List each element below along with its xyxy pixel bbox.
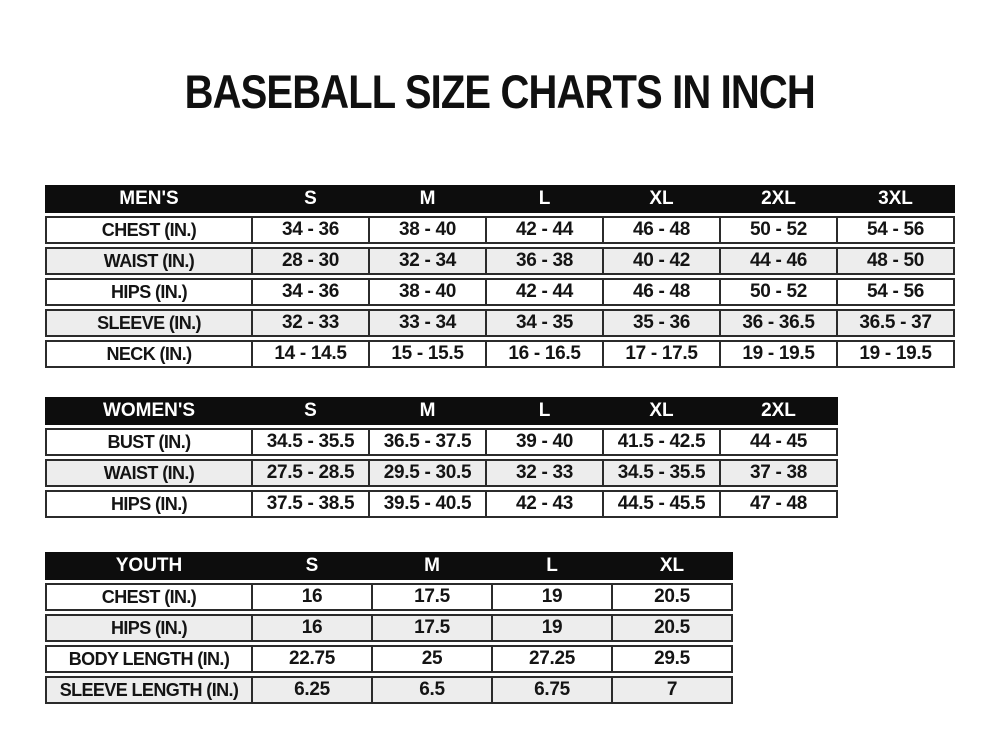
size-value: 15 - 15.5: [370, 340, 487, 368]
size-header-cell: M: [373, 552, 493, 580]
table-row: [45, 645, 733, 673]
row-label: SLEEVE (IN.): [45, 309, 253, 337]
size-value: 42 - 44: [487, 216, 604, 244]
size-value: 41.5 - 42.5: [604, 428, 721, 456]
size-value: 16 - 16.5: [487, 340, 604, 368]
size-value: 19 - 19.5: [721, 340, 838, 368]
size-value: 37.5 - 38.5: [253, 490, 370, 518]
size-header-cell: S: [253, 552, 373, 580]
size-header-cell: M: [370, 397, 487, 425]
size-value: 40 - 42: [604, 247, 721, 275]
size-value: 32 - 34: [370, 247, 487, 275]
group-header-cell: WOMEN'S: [45, 397, 253, 425]
row-label: NECK (IN.): [45, 340, 253, 368]
size-value: 34 - 35: [487, 309, 604, 337]
row-label: SLEEVE LENGTH (IN.): [45, 676, 253, 704]
table-row: [45, 428, 838, 456]
size-value: 39 - 40: [487, 428, 604, 456]
size-value: 14 - 14.5: [253, 340, 370, 368]
size-header-cell: 2XL: [721, 185, 838, 213]
table-row: [45, 278, 955, 306]
size-value: 7: [613, 676, 733, 704]
size-value: 44 - 45: [721, 428, 838, 456]
size-value: 32 - 33: [487, 459, 604, 487]
youth-size-table: [45, 549, 733, 707]
size-value: 27.5 - 28.5: [253, 459, 370, 487]
size-header-cell: XL: [604, 397, 721, 425]
size-value: 6.25: [253, 676, 373, 704]
size-value: 36.5 - 37.5: [370, 428, 487, 456]
table-row: [45, 614, 733, 642]
mens-size-table: [45, 182, 955, 371]
table-row: [45, 340, 955, 368]
size-value: 29.5: [613, 645, 733, 673]
size-value: 17 - 17.5: [604, 340, 721, 368]
header-row: [45, 397, 838, 425]
page-title-text: BASEBALL SIZE CHARTS IN INCH: [184, 65, 816, 118]
size-value: 35 - 36: [604, 309, 721, 337]
row-label: WAIST (IN.): [45, 247, 253, 275]
table-row: [45, 490, 838, 518]
row-label: BUST (IN.): [45, 428, 253, 456]
size-value: 47 - 48: [721, 490, 838, 518]
header-row: [45, 552, 733, 580]
table-row: [45, 676, 733, 704]
size-value: 37 - 38: [721, 459, 838, 487]
size-value: 17.5: [373, 614, 493, 642]
size-value: 34 - 36: [253, 278, 370, 306]
size-value: 48 - 50: [838, 247, 955, 275]
size-value: 50 - 52: [721, 278, 838, 306]
size-value: 34.5 - 35.5: [604, 459, 721, 487]
table-row: [45, 247, 955, 275]
size-value: 36.5 - 37: [838, 309, 955, 337]
page-title: [0, 64, 1000, 119]
size-header-cell: 2XL: [721, 397, 838, 425]
womens-size-table: [45, 394, 838, 521]
size-value: 29.5 - 30.5: [370, 459, 487, 487]
size-header-cell: L: [487, 397, 604, 425]
size-value: 38 - 40: [370, 216, 487, 244]
size-value: 27.25: [493, 645, 613, 673]
row-label: BODY LENGTH (IN.): [45, 645, 253, 673]
size-value: 25: [373, 645, 493, 673]
size-value: 42 - 43: [487, 490, 604, 518]
size-value: 20.5: [613, 583, 733, 611]
row-label: CHEST (IN.): [45, 216, 253, 244]
size-value: 36 - 36.5: [721, 309, 838, 337]
size-value: 32 - 33: [253, 309, 370, 337]
size-header-cell: S: [253, 397, 370, 425]
size-header-cell: L: [493, 552, 613, 580]
size-value: 6.5: [373, 676, 493, 704]
size-value: 17.5: [373, 583, 493, 611]
size-value: 46 - 48: [604, 216, 721, 244]
row-label: WAIST (IN.): [45, 459, 253, 487]
size-value: 50 - 52: [721, 216, 838, 244]
size-value: 20.5: [613, 614, 733, 642]
row-label: HIPS (IN.): [45, 614, 253, 642]
size-header-cell: L: [487, 185, 604, 213]
group-header-cell: MEN'S: [45, 185, 253, 213]
table-row: [45, 216, 955, 244]
size-value: 42 - 44: [487, 278, 604, 306]
table-row: [45, 309, 955, 337]
size-value: 22.75: [253, 645, 373, 673]
size-value: 38 - 40: [370, 278, 487, 306]
size-value: 6.75: [493, 676, 613, 704]
size-header-cell: XL: [604, 185, 721, 213]
size-value: 36 - 38: [487, 247, 604, 275]
size-value: 33 - 34: [370, 309, 487, 337]
size-value: 19: [493, 614, 613, 642]
size-header-cell: 3XL: [838, 185, 955, 213]
size-value: 44.5 - 45.5: [604, 490, 721, 518]
row-label: HIPS (IN.): [45, 490, 253, 518]
size-value: 16: [253, 614, 373, 642]
size-value: 19 - 19.5: [838, 340, 955, 368]
size-value: 44 - 46: [721, 247, 838, 275]
table-row: [45, 459, 838, 487]
group-header-cell: YOUTH: [45, 552, 253, 580]
size-header-cell: S: [253, 185, 370, 213]
size-header-cell: M: [370, 185, 487, 213]
size-value: 16: [253, 583, 373, 611]
size-value: 19: [493, 583, 613, 611]
size-value: 54 - 56: [838, 216, 955, 244]
size-value: 46 - 48: [604, 278, 721, 306]
table-row: [45, 583, 733, 611]
size-header-cell: XL: [613, 552, 733, 580]
size-value: 34.5 - 35.5: [253, 428, 370, 456]
size-value: 54 - 56: [838, 278, 955, 306]
size-value: 39.5 - 40.5: [370, 490, 487, 518]
size-value: 34 - 36: [253, 216, 370, 244]
row-label: CHEST (IN.): [45, 583, 253, 611]
size-value: 28 - 30: [253, 247, 370, 275]
row-label: HIPS (IN.): [45, 278, 253, 306]
header-row: [45, 185, 955, 213]
